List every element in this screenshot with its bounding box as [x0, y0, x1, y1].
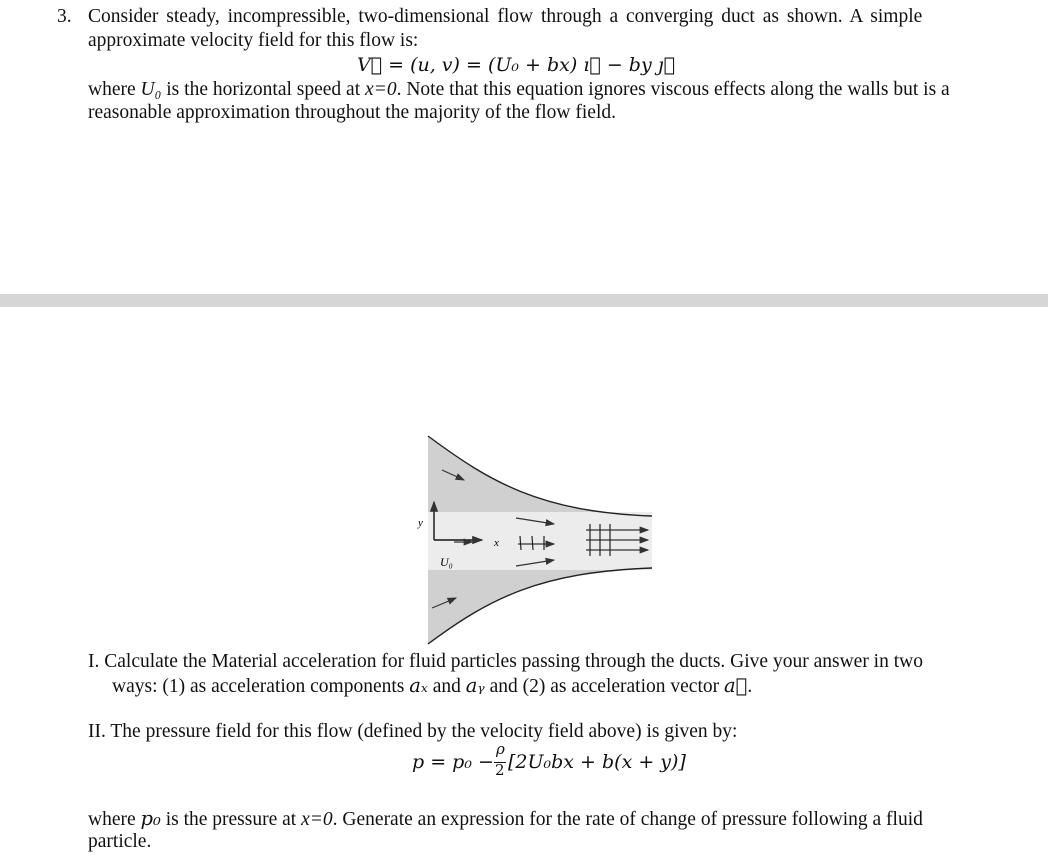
x-axis-label: x — [494, 537, 499, 549]
pressure-equation — [412, 740, 712, 784]
text: where — [88, 809, 141, 830]
u0-variable: U₀ — [140, 79, 162, 100]
text: ways: (1) as acceleration components — [112, 676, 410, 697]
converging-duct-figure — [420, 432, 660, 652]
problem-line-1: Consider steady, incompressible, two-dimensional flow through a converging duct as shown. A simple — [88, 6, 923, 27]
part1-line-1: I. Calculate the Material acceleration for fluid particles passing through the ducts. Give your answer in two — [88, 651, 923, 672]
a-vector-symbol: a⃗ — [724, 674, 748, 697]
ay-symbol: aᵧ — [465, 674, 485, 697]
velocity-equation: V⃗ = (u, v) = (U₀ + bx) ı⃗ − by ȷ⃗ — [356, 54, 676, 76]
lower-duct-region — [428, 564, 652, 644]
problem-number: 3. — [57, 6, 72, 27]
part2-line-2 — [88, 807, 923, 832]
text: . Generate an expression for the rate of change of pressure following a fluid — [332, 809, 923, 830]
u0-label: U₀ — [440, 555, 453, 569]
part2-line-3: particle. — [88, 831, 152, 852]
problem-line-2: approximate velocity field for this flow is: — [88, 30, 419, 51]
text: is the horizontal speed at — [161, 79, 365, 100]
eq-fraction-den: 2 — [495, 761, 505, 779]
text: where — [88, 79, 141, 100]
problem-line-3 — [88, 78, 950, 102]
text: . Note that this equation ignores viscous effects along the walls but is a — [396, 79, 950, 100]
y-axis-label: y — [418, 517, 423, 529]
ax-symbol: aₓ — [409, 674, 428, 697]
text: and — [427, 676, 466, 697]
text: and (2) as acceleration vector — [484, 676, 724, 697]
text: is the pressure at — [160, 809, 302, 830]
problem-line-4: reasonable approximation throughout the majority of the flow field. — [88, 102, 616, 123]
core-flow-region — [428, 512, 652, 570]
eq-fraction-num: ρ — [496, 740, 505, 758]
text: . — [747, 676, 753, 697]
eq-lhs: p = p₀ − — [412, 751, 494, 773]
duct-diagram — [420, 432, 660, 652]
x-condition: x=0 — [301, 809, 333, 830]
eq-rhs: [2U₀bx + b(x + y)] — [508, 751, 686, 773]
part2-line-1: II. The pressure field for this flow (defined by the velocity field above) is given by: — [88, 721, 738, 742]
x-condition: x=0 — [365, 79, 397, 100]
part1-line-2 — [112, 674, 752, 699]
page-separator — [0, 294, 1048, 307]
p0-symbol: p₀ — [140, 807, 161, 830]
